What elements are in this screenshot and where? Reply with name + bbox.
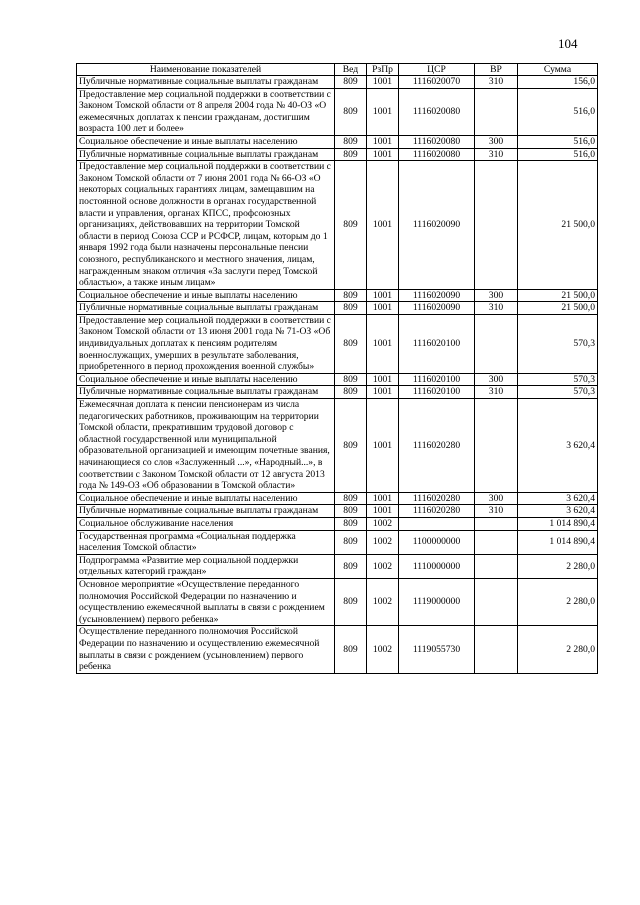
cell-sum: 516,0 — [518, 135, 598, 148]
cell-sum: 516,0 — [518, 148, 598, 161]
cell-ved: 809 — [335, 505, 367, 518]
cell-sum: 570,3 — [518, 386, 598, 399]
cell-rzpr: 1001 — [367, 373, 399, 386]
cell-rzpr: 1001 — [367, 399, 399, 493]
header-row — [77, 64, 598, 76]
cell-sum: 570,3 — [518, 314, 598, 373]
cell-csr: 1116020080 — [399, 135, 475, 148]
cell-rzpr: 1001 — [367, 492, 399, 505]
cell-vr: 310 — [475, 505, 518, 518]
cell-csr: 1119055730 — [399, 626, 475, 673]
cell-ved: 809 — [335, 76, 367, 89]
cell-vr: 300 — [475, 135, 518, 148]
cell-name: Предоставление мер социальной поддержки в соответствии с Законом Томской области от 8 апреля 2004 года № 40-ОЗ «О ежемесячных доплатах к пенсии гражданам, достигшим возраста 100 лет и более» — [77, 88, 335, 135]
cell-vr: 310 — [475, 148, 518, 161]
cell-name: Публичные нормативные социальные выплаты гражданам — [77, 505, 335, 518]
cell-csr: 1116020090 — [399, 289, 475, 302]
cell-name: Социальное обеспечение и иные выплаты населению — [77, 373, 335, 386]
cell-csr — [399, 517, 475, 530]
cell-rzpr: 1002 — [367, 578, 399, 625]
cell-name: Осуществление переданного полномочия Российской Федерации по назначению и осуществлению ежемесячной выплаты в связи с рождением (усыновлением) первого ребенка — [77, 626, 335, 673]
cell-csr: 1116020100 — [399, 314, 475, 373]
table-row — [77, 399, 598, 493]
cell-sum: 2 280,0 — [518, 626, 598, 673]
cell-name: Социальное обслуживание населения — [77, 517, 335, 530]
cell-csr: 1116020090 — [399, 302, 475, 315]
cell-name: Предоставление мер социальной поддержки в соответствии с Законом Томской области от 7 июня 2001 года № 66-ОЗ «О некоторых социальных гарантиях лицам, замещавшим на постоянной основе должности в органах государственной власти и управления, органах КПСС, профсоюзных организациях, действовавших на территории Томской области в период Союза ССР и РСФСР, лицам, которым до 1 января 1992 года были назначены персональные пенсии союзного, республиканского и местного значения, лицам, награжденным знаком отличия «За заслуги перед Томской областью», а также иным лицам» — [77, 161, 335, 290]
cell-vr — [475, 578, 518, 625]
cell-ved: 809 — [335, 530, 367, 554]
cell-csr: 1116020090 — [399, 161, 475, 290]
table-header — [77, 64, 598, 76]
cell-vr — [475, 88, 518, 135]
cell-rzpr: 1001 — [367, 302, 399, 315]
cell-rzpr: 1002 — [367, 626, 399, 673]
cell-csr: 1116020280 — [399, 492, 475, 505]
cell-rzpr: 1001 — [367, 289, 399, 302]
table-row — [77, 492, 598, 505]
table-row — [77, 88, 598, 135]
cell-sum: 3 620,4 — [518, 505, 598, 518]
cell-csr: 1116020080 — [399, 148, 475, 161]
cell-ved: 809 — [335, 386, 367, 399]
table-row — [77, 302, 598, 315]
cell-sum: 156,0 — [518, 76, 598, 89]
cell-vr — [475, 554, 518, 578]
cell-csr: 1116020100 — [399, 386, 475, 399]
cell-vr: 310 — [475, 386, 518, 399]
table-row — [77, 148, 598, 161]
table-body — [77, 76, 598, 674]
cell-sum: 21 500,0 — [518, 302, 598, 315]
cell-rzpr: 1001 — [367, 505, 399, 518]
cell-name: Ежемесячная доплата к пенсии пенсионерам из числа педагогических работников, проживающим на территории Томской области, прекратившим трудовой договор с областной государственной или муниципальной образовательной организацией и имеющим почетные звания, начинающиеся со слов «Заслуженный ...», «Народный...», в соответствии с Законом Томской области от 12 августа 2013 года № 149-ОЗ «Об образовании в Томской области» — [77, 399, 335, 493]
table-row — [77, 578, 598, 625]
cell-name: Социальное обеспечение и иные выплаты населению — [77, 492, 335, 505]
table-row — [77, 289, 598, 302]
cell-sum: 1 014 890,4 — [518, 530, 598, 554]
cell-rzpr: 1001 — [367, 148, 399, 161]
cell-name: Социальное обеспечение и иные выплаты населению — [77, 135, 335, 148]
cell-sum: 3 620,4 — [518, 399, 598, 493]
cell-rzpr: 1002 — [367, 530, 399, 554]
cell-rzpr: 1001 — [367, 314, 399, 373]
cell-csr: 1119000000 — [399, 578, 475, 625]
cell-csr: 1116020280 — [399, 399, 475, 493]
cell-sum: 21 500,0 — [518, 161, 598, 290]
cell-rzpr: 1002 — [367, 517, 399, 530]
column-header-sum: Сумма — [518, 64, 598, 76]
cell-vr: 300 — [475, 492, 518, 505]
column-header-vr: ВР — [475, 64, 518, 76]
cell-csr: 1116020080 — [399, 88, 475, 135]
table-row — [77, 314, 598, 373]
column-header-ved: Вед — [335, 64, 367, 76]
cell-ved: 809 — [335, 148, 367, 161]
cell-name: Публичные нормативные социальные выплаты гражданам — [77, 386, 335, 399]
column-header-name: Наименование показателей — [77, 64, 335, 76]
cell-name: Основное мероприятие «Осуществление переданного полномочия Российской Федерации по назначению и осуществлению ежемесячной выплаты в связи с рождением (усыновлением) первого ребенка» — [77, 578, 335, 625]
cell-ved: 809 — [335, 135, 367, 148]
cell-sum: 2 280,0 — [518, 554, 598, 578]
cell-rzpr: 1001 — [367, 386, 399, 399]
table-row — [77, 76, 598, 89]
cell-name: Подпрограмма «Развитие мер социальной поддержки отдельных категорий граждан» — [77, 554, 335, 578]
column-header-rzpr: РзПр — [367, 64, 399, 76]
cell-rzpr: 1002 — [367, 554, 399, 578]
cell-csr: 1116020280 — [399, 505, 475, 518]
cell-name: Публичные нормативные социальные выплаты гражданам — [77, 76, 335, 89]
cell-ved: 809 — [335, 578, 367, 625]
cell-ved: 809 — [335, 517, 367, 530]
table-row — [77, 530, 598, 554]
cell-ved: 809 — [335, 492, 367, 505]
cell-ved: 809 — [335, 161, 367, 290]
cell-vr: 300 — [475, 289, 518, 302]
table-row — [77, 626, 598, 673]
cell-csr: 1100000000 — [399, 530, 475, 554]
table-row — [77, 386, 598, 399]
cell-ved: 809 — [335, 88, 367, 135]
cell-vr — [475, 161, 518, 290]
cell-ved: 809 — [335, 554, 367, 578]
cell-vr — [475, 530, 518, 554]
cell-csr: 1116020100 — [399, 373, 475, 386]
cell-rzpr: 1001 — [367, 88, 399, 135]
cell-sum: 2 280,0 — [518, 578, 598, 625]
cell-csr: 1116020070 — [399, 76, 475, 89]
cell-sum: 3 620,4 — [518, 492, 598, 505]
cell-vr: 300 — [475, 373, 518, 386]
budget-table — [76, 63, 598, 674]
cell-name: Предоставление мер социальной поддержки в соответствии с Законом Томской области от 13 июня 2001 года № 71-ОЗ «Об индивидуальных доплатах к пенсиям родителям военнослужащих, умерших в результате заболевания, приобретенного в период прохождения военной службы» — [77, 314, 335, 373]
cell-sum: 516,0 — [518, 88, 598, 135]
cell-rzpr: 1001 — [367, 76, 399, 89]
cell-vr — [475, 399, 518, 493]
cell-sum: 21 500,0 — [518, 289, 598, 302]
cell-sum: 1 014 890,4 — [518, 517, 598, 530]
cell-ved: 809 — [335, 626, 367, 673]
cell-ved: 809 — [335, 314, 367, 373]
cell-name: Государственная программа «Социальная поддержка населения Томской области» — [77, 530, 335, 554]
cell-vr — [475, 314, 518, 373]
cell-name: Социальное обеспечение и иные выплаты населению — [77, 289, 335, 302]
table-row — [77, 517, 598, 530]
table-row — [77, 505, 598, 518]
cell-name: Публичные нормативные социальные выплаты гражданам — [77, 148, 335, 161]
cell-ved: 809 — [335, 289, 367, 302]
cell-vr: 310 — [475, 302, 518, 315]
cell-ved: 809 — [335, 399, 367, 493]
column-header-csr: ЦСР — [399, 64, 475, 76]
page-number: 104 — [558, 36, 578, 51]
table-row — [77, 373, 598, 386]
cell-sum: 570,3 — [518, 373, 598, 386]
table-row — [77, 161, 598, 290]
cell-vr — [475, 517, 518, 530]
table-row — [77, 554, 598, 578]
cell-vr — [475, 626, 518, 673]
cell-ved: 809 — [335, 302, 367, 315]
cell-rzpr: 1001 — [367, 135, 399, 148]
cell-vr: 310 — [475, 76, 518, 89]
table-row — [77, 135, 598, 148]
cell-rzpr: 1001 — [367, 161, 399, 290]
cell-ved: 809 — [335, 373, 367, 386]
cell-csr: 1110000000 — [399, 554, 475, 578]
cell-name: Публичные нормативные социальные выплаты гражданам — [77, 302, 335, 315]
